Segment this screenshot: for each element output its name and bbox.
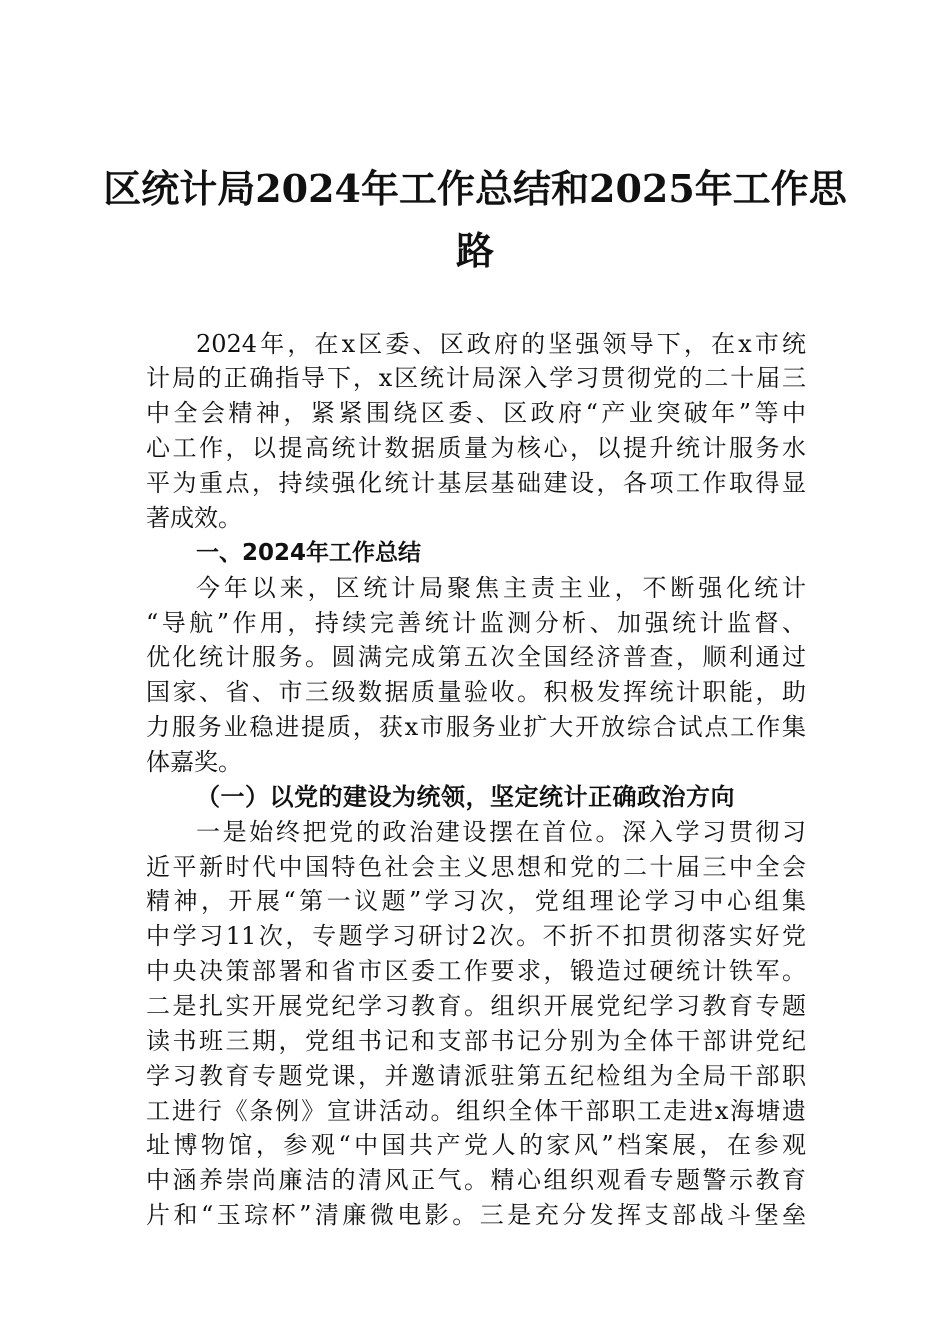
paragraph-2-line-6: 体嘉奖。 (146, 748, 242, 776)
paragraph-2-line-3: 优化统计服务。圆满完成第五次全国经济普查，顺利通过 (146, 643, 806, 671)
paragraph-3-line-8: 学习教育专题党课，并邀请派驻第五纪检组为全局干部职 (146, 1062, 806, 1090)
paragraph-3-line-1: 一是始终把党的政治建设摆在首位。深入学习贯彻习 (196, 818, 806, 846)
paragraph-1-line-4: 心工作，以提高统计数据质量为核心，以提升统计服务水 (146, 434, 806, 462)
paragraph-3-line-6: 二是扎实开展党纪学习教育。组织开展党纪学习教育专题 (146, 992, 806, 1020)
paragraph-1-line-5: 平为重点，持续强化统计基层基础建设，各项工作取得显 (146, 469, 806, 497)
paragraph-3-line-11: 中涵养崇尚廉洁的清风正气。精心组织观看专题警示教育 (146, 1166, 806, 1194)
paragraph-3-line-3: 精神，开展“第一议题”学习次，党组理论学习中心组集 (146, 887, 806, 915)
paragraph-3-line-10: 址博物馆，参观“中国共产党人的家风”档案展，在参观 (146, 1131, 806, 1159)
section-heading-1: 一、2024年工作总结 (196, 540, 422, 566)
paragraph-2-line-5: 力服务业稳进提质，获x市服务业扩大开放综合试点工作集 (146, 713, 806, 741)
subsection-heading-1: （一）以党的建设为统领，坚定统计正确政治方向 (196, 782, 735, 811)
document-title-line-1: 区统计局2024年工作总结和2025年工作思 (103, 166, 847, 211)
paragraph-3-line-7: 读书班三期，党组书记和支部书记分别为全体干部讲党纪 (146, 1027, 806, 1055)
paragraph-1-line-1: 2024年，在x区委、区政府的坚强领导下，在x市统 (196, 330, 806, 358)
paragraph-1-line-2: 计局的正确指导下，x区统计局深入学习贯彻党的二十届三 (146, 364, 806, 392)
paragraph-3-line-2: 近平新时代中国特色社会主义思想和党的二十届三中全会 (146, 853, 806, 881)
paragraph-3-line-9: 工进行《条例》宣讲活动。组织全体干部职工走进x海塘遗 (146, 1097, 806, 1125)
document-title-line-2: 路 (455, 228, 494, 273)
paragraph-2-line-1: 今年以来，区统计局聚焦主责主业，不断强化统计 (196, 574, 806, 602)
paragraph-2-line-4: 国家、省、市三级数据质量验收。积极发挥统计职能，助 (146, 678, 806, 706)
paragraph-1-line-6: 著成效。 (146, 504, 242, 532)
paragraph-1-line-3: 中全会精神，紧紧围绕区委、区政府“产业突破年”等中 (146, 399, 806, 427)
paragraph-3-line-5: 中央决策部署和省市区委工作要求，锻造过硬统计铁军。 (146, 957, 806, 985)
paragraph-3-line-12: 片和“玉琮杯”清廉微电影。三是充分发挥支部战斗堡垒 (146, 1201, 806, 1229)
paragraph-3-line-4: 中学习11次，专题学习研讨2次。不折不扣贯彻落实好党 (146, 922, 806, 950)
paragraph-2-line-2: “导航”作用，持续完善统计监测分析、加强统计监督、 (146, 609, 806, 637)
